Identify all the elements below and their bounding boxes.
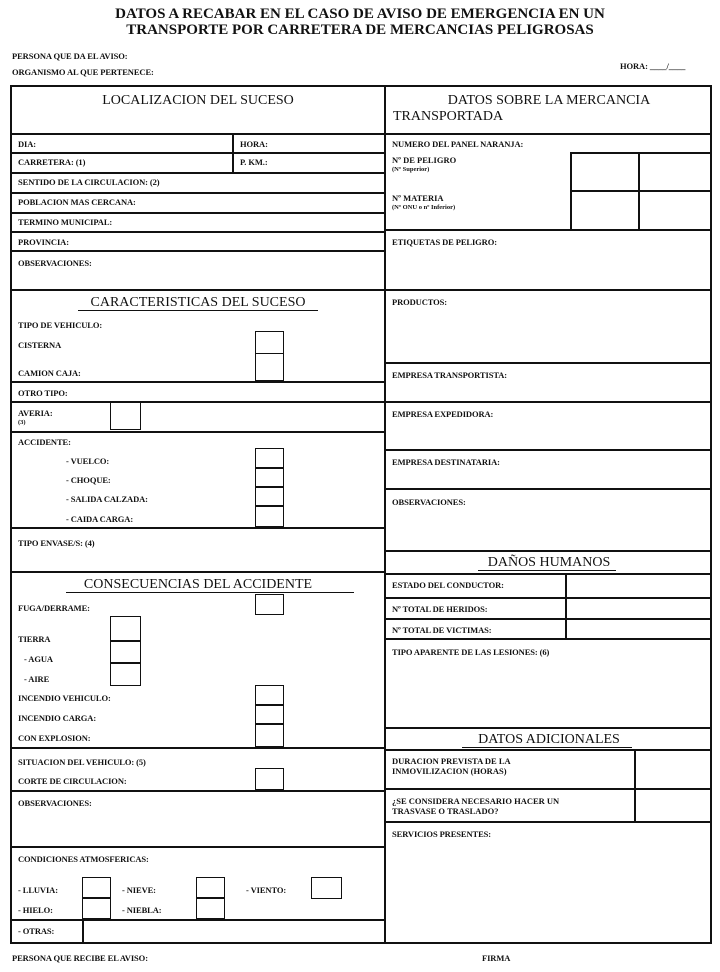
divider xyxy=(10,250,385,252)
divider xyxy=(10,192,385,194)
heading-underline xyxy=(478,570,616,571)
incendio-carga-checkbox[interactable] xyxy=(255,704,284,725)
nieve-checkbox[interactable] xyxy=(196,877,225,899)
corte-circulacion-checkbox[interactable] xyxy=(255,768,284,790)
pkm-label: P. KM.: xyxy=(240,157,268,167)
observaciones-merc-label: OBSERVACIONES: xyxy=(392,497,466,507)
etiquetas-peligro-label: ETIQUETAS DE PELIGRO: xyxy=(392,237,497,247)
aire-label: - AIRE xyxy=(24,674,50,684)
danos-humanos-heading: DAÑOS HUMANOS xyxy=(487,555,611,570)
choque-label: - CHOQUE: xyxy=(66,475,111,485)
caida-carga-checkbox[interactable] xyxy=(255,505,284,527)
vuelco-checkbox[interactable] xyxy=(255,448,284,469)
divider xyxy=(385,638,712,640)
localizacion-heading: LOCALIZACION DEL SUCESO xyxy=(102,93,294,108)
divider xyxy=(385,821,712,823)
divider xyxy=(385,449,712,451)
tipo-vehiculo-label: TIPO DE VEHICULO: xyxy=(18,320,103,330)
firma-label: FIRMA xyxy=(482,953,511,963)
divider xyxy=(565,573,567,638)
choque-checkbox[interactable] xyxy=(255,467,284,488)
materia-label: Nº MATERIA xyxy=(392,193,444,203)
divider xyxy=(10,401,385,403)
observaciones-loc-label: OBSERVACIONES: xyxy=(18,258,92,268)
niebla-label: - NIEBLA: xyxy=(122,905,162,915)
peligro-sub-label: (Nº Superior) xyxy=(392,166,430,173)
averia-checkbox[interactable] xyxy=(110,401,141,430)
heading-underline xyxy=(462,747,632,748)
trasvase-label-line-2: TRASVASE O TRASLADO? xyxy=(392,806,499,816)
divider xyxy=(10,431,385,433)
viento-label: - VIENTO: xyxy=(246,885,287,895)
form-title-line-1: DATOS A RECABAR EN EL CASO DE AVISO DE EMERGENCIA EN UN xyxy=(115,6,605,22)
con-explosion-checkbox[interactable] xyxy=(255,723,284,747)
incendio-vehiculo-label: INCENDIO VEHICULO: xyxy=(18,693,111,703)
materia-sub-label: (Nº ONU o nº Inferior) xyxy=(392,204,456,211)
incendio-vehiculo-checkbox[interactable] xyxy=(255,685,284,706)
hielo-label: - HIELO: xyxy=(18,905,53,915)
observaciones-cons-label: OBSERVACIONES: xyxy=(18,798,92,808)
hora-aviso-label: HORA: ____/____ xyxy=(620,61,686,71)
niebla-checkbox[interactable] xyxy=(196,897,225,919)
fuga-derrame-checkbox[interactable] xyxy=(255,594,284,615)
form-title-line-2: TRANSPORTE POR CARRETERA DE MERCANCIAS PELIGROSAS xyxy=(126,22,594,38)
divider xyxy=(10,571,385,573)
camion-caja-label: CAMION CAJA: xyxy=(18,368,81,378)
nieve-label: - NIEVE: xyxy=(122,885,156,895)
con-explosion-label: CON EXPLOSION: xyxy=(18,733,91,743)
duracion-label-line-2: INMOVILIZACION (HORAS) xyxy=(392,766,507,776)
consecuencias-heading: CONSECUENCIAS DEL ACCIDENTE xyxy=(83,577,313,592)
total-heridos-label: Nº TOTAL DE HERIDOS: xyxy=(392,604,488,614)
divider xyxy=(10,747,385,749)
camion-caja-checkbox[interactable] xyxy=(255,353,284,381)
situacion-vehiculo-label: SITUACION DEL VEHICULO: (5) xyxy=(18,757,146,767)
empresa-destinataria-label: EMPRESA DESTINATARIA: xyxy=(392,457,500,467)
corte-circulacion-label: CORTE DE CIRCULACION: xyxy=(18,776,127,786)
averia-label: AVERIA: xyxy=(18,408,53,418)
salida-calzada-checkbox[interactable] xyxy=(255,486,284,507)
heading-underline xyxy=(66,592,354,593)
divider xyxy=(10,527,385,529)
tipo-envase-label: TIPO ENVASE/S: (4) xyxy=(18,538,95,548)
divider xyxy=(385,573,712,575)
mercancia-heading-line-1: DATOS SOBRE LA MERCANCIA xyxy=(447,93,651,108)
peligro-label: Nº DE PELIGRO xyxy=(392,155,457,165)
divider xyxy=(385,133,712,135)
materia-panel-cell-1[interactable] xyxy=(571,191,638,228)
provincia-label: PROVINCIA: xyxy=(18,237,69,247)
divider xyxy=(385,618,712,620)
datos-adicionales-heading: DATOS ADICIONALES xyxy=(478,732,620,747)
condiciones-atmosfericas-label: CONDICIONES ATMOSFERICAS: xyxy=(18,854,149,864)
persona-recibe-label: PERSONA QUE RECIBE EL AVISO: xyxy=(12,953,148,963)
aire-checkbox[interactable] xyxy=(110,662,141,686)
divider xyxy=(10,133,385,135)
cisterna-checkbox[interactable] xyxy=(255,331,284,354)
tipo-lesiones-label: TIPO APARENTE DE LAS LESIONES: (6) xyxy=(392,647,550,657)
caida-carga-label: - CAIDA CARGA: xyxy=(66,514,134,524)
tierra-checkbox[interactable] xyxy=(110,616,141,642)
productos-label: PRODUCTOS: xyxy=(392,297,448,307)
total-victimas-label: Nº TOTAL DE VICTIMAS: xyxy=(392,625,492,635)
divider xyxy=(10,846,385,848)
cisterna-label: CISTERNA xyxy=(18,340,62,350)
otro-tipo-label: OTRO TIPO: xyxy=(18,388,68,398)
agua-label: - AGUA xyxy=(24,654,53,664)
sentido-label: SENTIDO DE LA CIRCULACION: (2) xyxy=(18,177,160,187)
persona-aviso-label: PERSONA QUE DA EL AVISO: xyxy=(12,51,128,61)
heading-underline xyxy=(78,310,318,311)
divider xyxy=(10,381,385,383)
termino-label: TERMINO MUNICIPAL: xyxy=(18,217,113,227)
divider xyxy=(385,362,712,364)
poblacion-label: POBLACION MAS CERCANA: xyxy=(18,197,136,207)
divider xyxy=(385,289,712,291)
divider xyxy=(82,919,84,944)
divider xyxy=(10,231,385,233)
estado-conductor-label: ESTADO DEL CONDUCTOR: xyxy=(392,580,504,590)
peligro-panel-cell-1[interactable] xyxy=(571,153,638,190)
divider xyxy=(10,790,385,792)
divider xyxy=(10,212,385,214)
organismo-label: ORGANISMO AL QUE PERTENECE: xyxy=(12,67,154,77)
dia-label: DIA: xyxy=(18,139,37,149)
duracion-label-line-1: DURACION PREVISTA DE LA xyxy=(392,756,511,766)
peligro-panel-cell-2[interactable] xyxy=(640,153,710,190)
carretera-label: CARRETERA: (1) xyxy=(18,157,86,167)
hora-label: HORA: xyxy=(240,139,268,149)
tierra-label: TIERRA xyxy=(18,634,51,644)
otras-label: - OTRAS: xyxy=(18,926,55,936)
salida-calzada-label: - SALIDA CALZADA: xyxy=(66,494,148,504)
divider xyxy=(10,172,385,174)
servicios-presentes-label: SERVICIOS PRESENTES: xyxy=(392,829,492,839)
center-divider xyxy=(384,85,386,944)
divider xyxy=(385,597,712,599)
vuelco-label: - VUELCO: xyxy=(66,456,110,466)
incendio-carga-label: INCENDIO CARGA: xyxy=(18,713,97,723)
empresa-expedidora-label: EMPRESA EXPEDIDORA: xyxy=(392,409,494,419)
lluvia-label: - LLUVIA: xyxy=(18,885,58,895)
materia-panel-cell-2[interactable] xyxy=(640,191,710,228)
caracteristicas-heading: CARACTERISTICAS DEL SUCESO xyxy=(90,295,306,310)
lluvia-checkbox[interactable] xyxy=(82,877,111,899)
duracion-field[interactable] xyxy=(636,750,710,787)
divider xyxy=(10,152,385,154)
accidente-label: ACCIDENTE: xyxy=(18,437,71,447)
mercancia-heading-line-2: TRANSPORTADA xyxy=(393,109,504,124)
divider xyxy=(10,919,385,921)
averia-note: (3) xyxy=(18,419,26,426)
divider xyxy=(385,488,712,490)
trasvase-field[interactable] xyxy=(636,790,710,820)
panel-naranja-label: NUMERO DEL PANEL NARANJA: xyxy=(392,139,524,149)
viento-checkbox[interactable] xyxy=(311,877,342,899)
hielo-checkbox[interactable] xyxy=(82,897,111,919)
empresa-transportista-label: EMPRESA TRANSPORTISTA: xyxy=(392,370,508,380)
trasvase-label-line-1: ¿SE CONSIDERA NECESARIO HACER UN xyxy=(392,796,560,806)
fuga-derrame-label: FUGA/DERRAME: xyxy=(18,603,90,613)
divider xyxy=(385,727,712,729)
agua-checkbox[interactable] xyxy=(110,640,141,664)
divider xyxy=(385,550,712,552)
divider xyxy=(385,229,712,231)
divider xyxy=(10,289,385,291)
divider xyxy=(385,401,712,403)
